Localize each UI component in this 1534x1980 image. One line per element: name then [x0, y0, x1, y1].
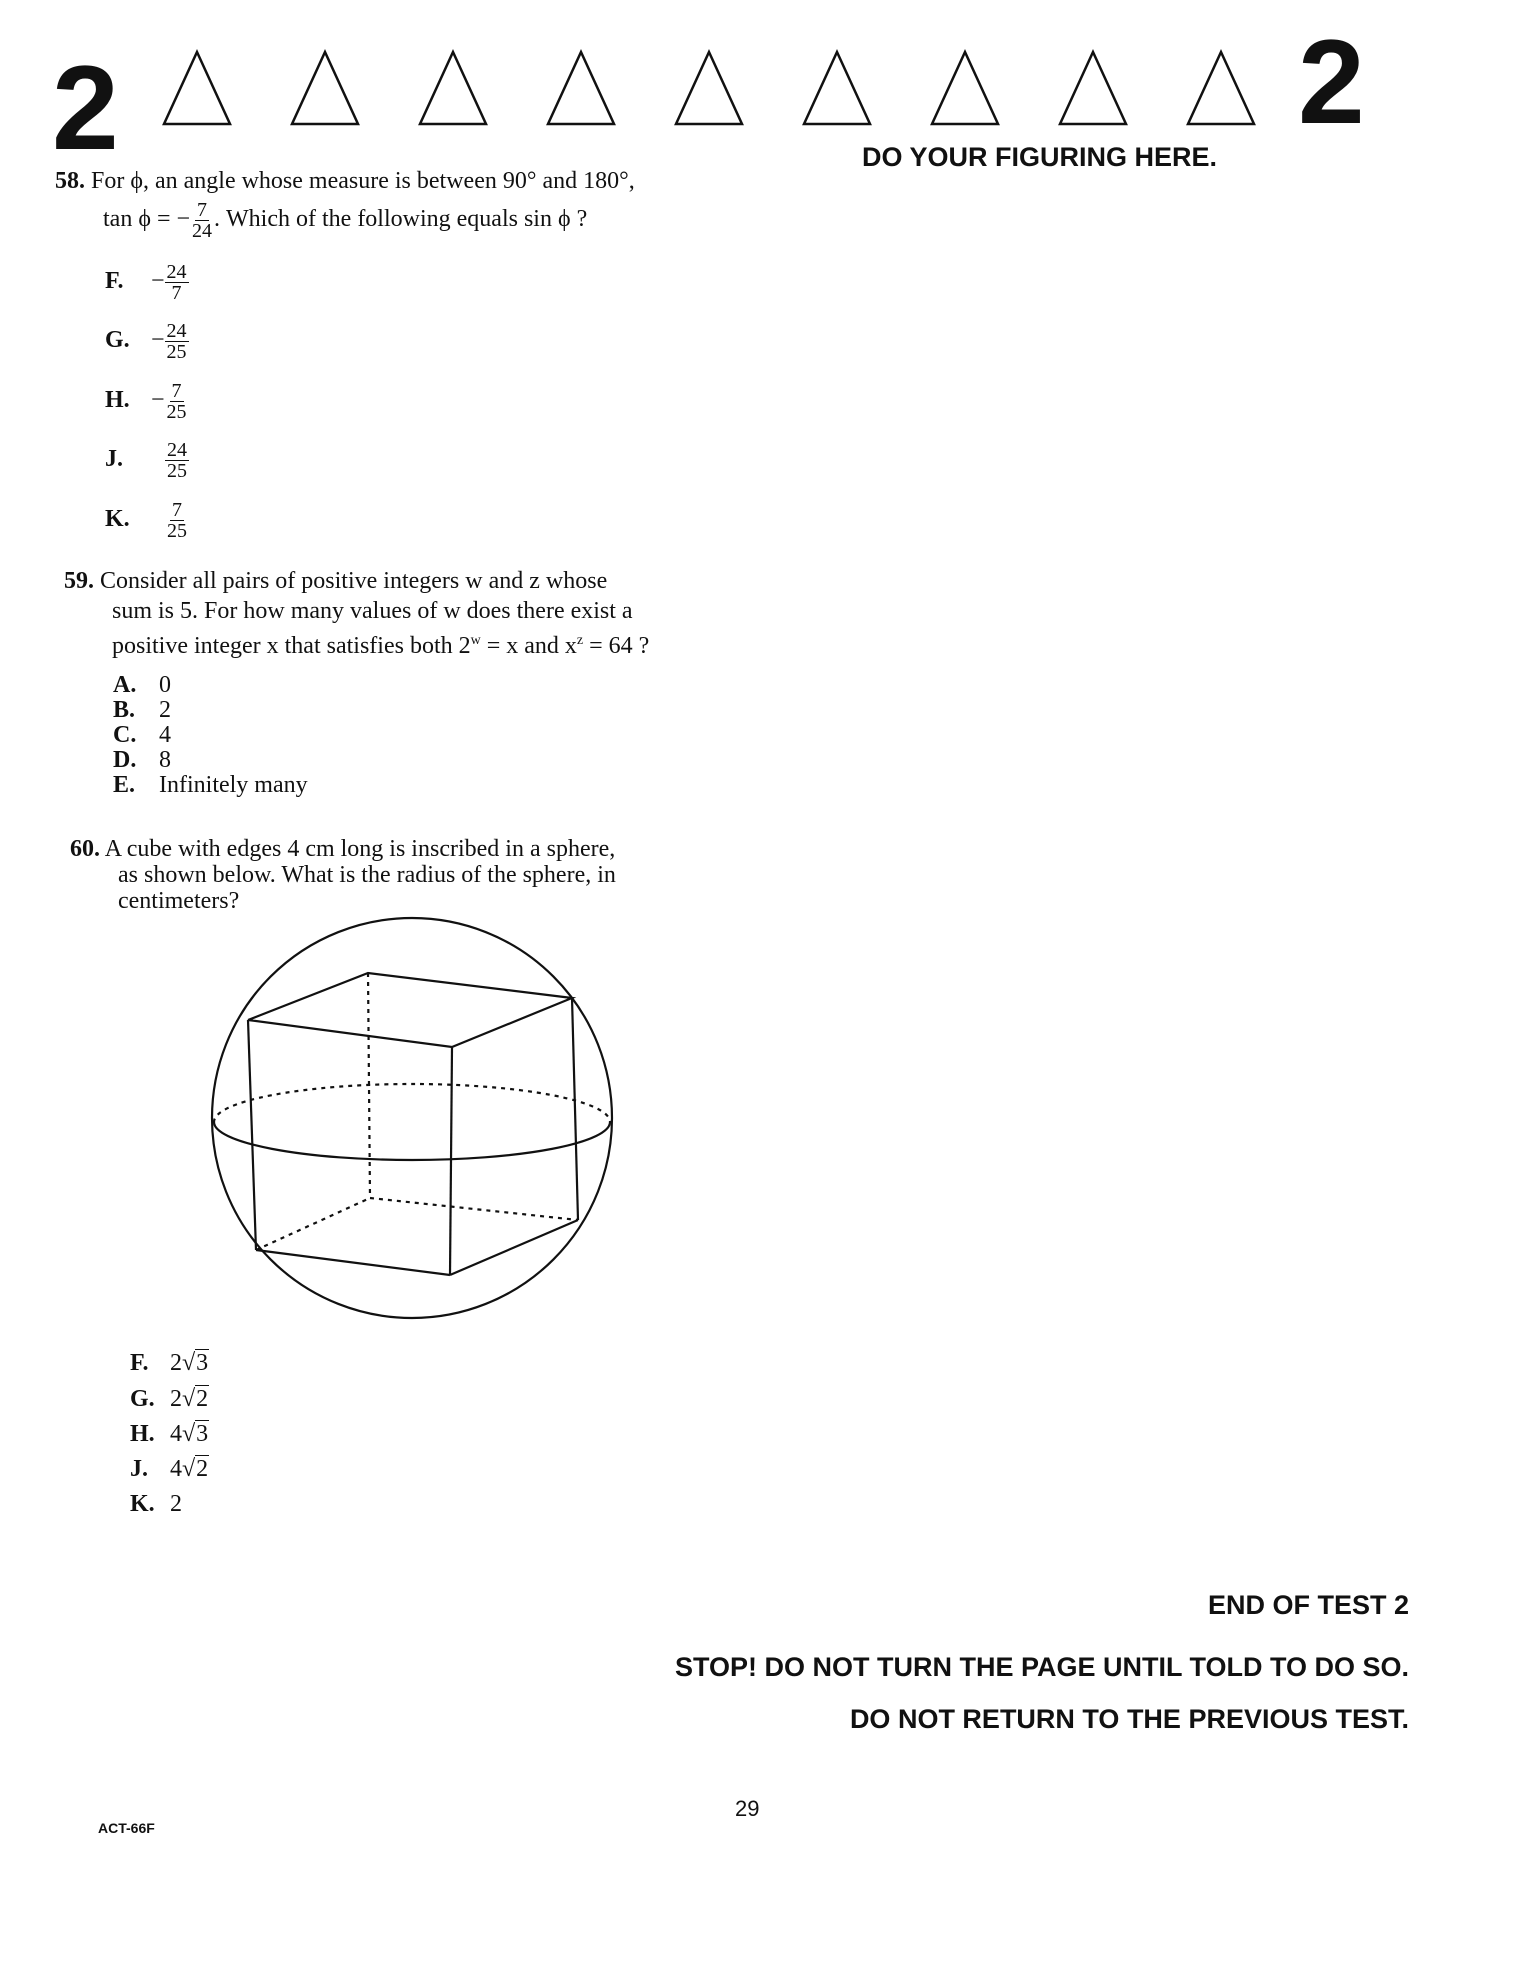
tan-fraction: $\frac{7}{24}$ [192, 199, 213, 242]
question-text-line1: A cube with edges 4 cm long is inscribed in a sphere, [104, 836, 616, 862]
no-return-notice: DO NOT RETURN TO THE PREVIOUS TEST. [849, 1704, 1409, 1734]
triangle-icon [288, 48, 362, 128]
q60-option-k[interactable]: K. 2 [130, 1491, 182, 1517]
q58-option-h[interactable]: H. − $\frac{7}{25}$ [105, 380, 187, 423]
question-text-line2: . Which of the following equals sin ϕ ? [214, 206, 588, 233]
cube-hidden-edge [370, 1198, 578, 1220]
cube-edge [248, 1020, 256, 1250]
q58-option-f[interactable]: F. − $\frac{24}{7}$ [105, 261, 187, 304]
figuring-heading: DO YOUR FIGURING HERE. [862, 142, 1218, 172]
cube-top-face [248, 973, 572, 1047]
end-of-test: END OF TEST 2 [1207, 1590, 1409, 1620]
q58-option-j[interactable]: J. $\frac{24}{25}$ [105, 439, 187, 482]
cube-edge [450, 1047, 452, 1275]
cube-edge [450, 1220, 578, 1275]
q59-option-a[interactable]: A. 0 [113, 672, 171, 698]
page-number: 29 [735, 1796, 760, 1821]
question-text-line1: For ϕ, an angle whose measure is between 90° and 180°, [91, 168, 635, 194]
question-number: 58. [55, 168, 85, 194]
q60-option-g[interactable]: G. 2√2 [130, 1386, 209, 1412]
triangle-icon [1056, 48, 1130, 128]
triangle-icon [928, 48, 1002, 128]
cube-in-sphere-figure [200, 910, 630, 1330]
question-60-line3: centimeters? [118, 888, 240, 914]
q58-option-k[interactable]: K. $\frac{7}{25}$ [105, 499, 187, 542]
question-text-line1: Consider all pairs of positive integers w and z whose [100, 568, 608, 594]
section-number-left: 2 [52, 41, 119, 175]
cube-edge [572, 998, 578, 1220]
question-number: 59. [64, 568, 94, 594]
q59-option-c[interactable]: C. 4 [113, 722, 171, 748]
triangle-icon [800, 48, 874, 128]
question-58 [55, 166, 715, 196]
triangle-icon [672, 48, 746, 128]
question-59-line2: sum is 5. For how many values of w does there exist a [112, 598, 633, 624]
q59-option-d[interactable]: D. 8 [113, 747, 171, 773]
question-59-line3: positive integer x that satisfies both $2^w = x$ and $x^z = 64$ ? [112, 633, 650, 659]
q59-option-b[interactable]: B. 2 [113, 697, 171, 723]
triangle-icon [544, 48, 618, 128]
stop-notice: STOP! DO NOT TURN THE PAGE UNTIL TOLD TO DO SO. [674, 1652, 1409, 1682]
q58-option-g[interactable]: G. − $\frac{24}{25}$ [105, 320, 187, 363]
question-58-line2 [103, 200, 723, 241]
question-60-line2: as shown below. What is the radius of the sphere, in [118, 862, 616, 888]
triangle-icon [1184, 48, 1258, 128]
section-number-right: 2 [1298, 15, 1365, 149]
q60-option-h[interactable]: H. 4√3 [130, 1421, 209, 1447]
question-number: 60. [70, 836, 100, 862]
q60-option-j[interactable]: J. 4√2 [130, 1456, 209, 1482]
question-59 [64, 566, 724, 596]
form-code: ACT-66F [98, 1820, 155, 1836]
tan-prefix: tan ϕ = − [103, 206, 191, 233]
cube-hidden-edge [256, 1198, 370, 1250]
triangle-icon [416, 48, 490, 128]
sphere-equator-front [214, 1084, 610, 1160]
q59-option-e[interactable]: E. Infinitely many [113, 772, 308, 798]
q60-option-f[interactable]: F. 2√3 [130, 1350, 209, 1376]
triangle-icon [160, 48, 234, 128]
